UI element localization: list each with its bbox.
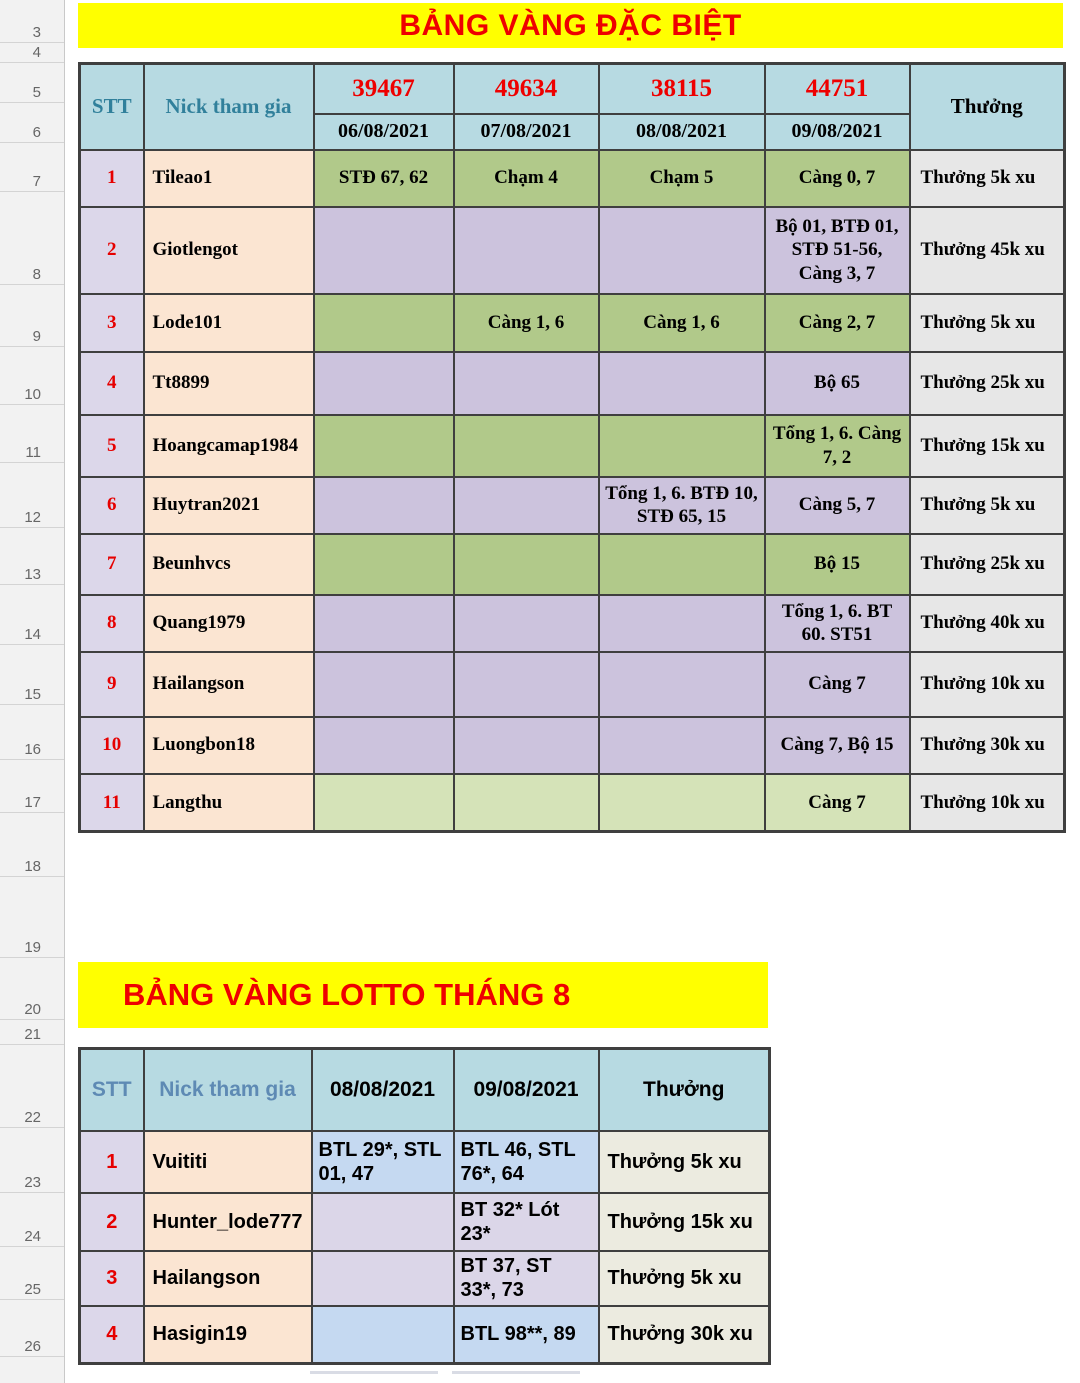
gutter-row-14[interactable]: 14 xyxy=(0,585,64,645)
stt-cell[interactable]: 2 xyxy=(80,1193,144,1251)
special-table-title xyxy=(78,3,1063,48)
entry-cell[interactable] xyxy=(599,352,765,415)
stt-cell[interactable]: 8 xyxy=(80,595,144,652)
entry-cell[interactable] xyxy=(454,774,599,832)
gutter-row-8[interactable]: 8 xyxy=(0,192,64,285)
entry-cell[interactable] xyxy=(599,652,765,717)
entry-cell[interactable]: Chạm 4 xyxy=(454,150,599,207)
entry-cell[interactable] xyxy=(312,1251,454,1306)
cell-remnant-line xyxy=(310,1371,438,1374)
entry-cell[interactable] xyxy=(314,352,454,415)
entry-cell[interactable] xyxy=(454,534,599,595)
gutter-row-15[interactable]: 15 xyxy=(0,645,64,705)
entry-cell[interactable]: Càng 7 xyxy=(765,652,910,717)
entry-cell[interactable]: Tổng 1, 6. Càng 7, 2 xyxy=(765,415,910,477)
reward-cell[interactable]: Thưởng 5k xu xyxy=(599,1131,770,1193)
entry-cell[interactable] xyxy=(599,595,765,652)
entry-cell[interactable]: Càng 1, 6 xyxy=(454,294,599,352)
entry-cell[interactable]: STĐ 67, 62 xyxy=(314,150,454,207)
nick-cell[interactable]: Hasigin19 xyxy=(144,1306,312,1364)
special-row-8 xyxy=(80,595,1065,652)
entry-cell[interactable] xyxy=(454,652,599,717)
nick-cell[interactable]: Vuititi xyxy=(144,1131,312,1193)
reward-cell[interactable]: Thưởng 45k xu xyxy=(910,207,1065,294)
header-date[interactable]: 06/08/2021 xyxy=(314,114,454,150)
gutter-row-19[interactable]: 19 xyxy=(0,877,64,958)
header-result-code[interactable]: 38115 xyxy=(599,64,765,114)
reward-cell[interactable]: Thưởng 5k xu xyxy=(910,150,1065,207)
stt-cell[interactable]: 3 xyxy=(80,294,144,352)
entry-cell[interactable] xyxy=(314,207,454,294)
reward-cell[interactable]: Thưởng 30k xu xyxy=(910,717,1065,774)
special-row-11 xyxy=(80,774,1065,832)
entry-cell[interactable]: BTL 29*, STL 01, 47 xyxy=(312,1131,454,1193)
entry-cell[interactable]: Càng 2, 7 xyxy=(765,294,910,352)
entry-cell[interactable] xyxy=(314,717,454,774)
entry-cell[interactable] xyxy=(314,652,454,717)
nick-cell[interactable]: Beunhvcs xyxy=(144,534,314,595)
entry-cell[interactable] xyxy=(599,415,765,477)
special-row-2 xyxy=(80,207,1065,294)
reward-cell[interactable]: Thưởng 10k xu xyxy=(910,774,1065,832)
entry-cell[interactable]: Càng 5, 7 xyxy=(765,477,910,534)
special-row-4 xyxy=(80,352,1065,415)
gutter-row-25[interactable]: 25 xyxy=(0,1247,64,1300)
nick-cell[interactable]: Langthu xyxy=(144,774,314,832)
special-row-1 xyxy=(80,150,1065,207)
reward-cell[interactable]: Thưởng 25k xu xyxy=(910,352,1065,415)
entry-cell[interactable] xyxy=(599,207,765,294)
entry-cell[interactable]: Bộ 65 xyxy=(765,352,910,415)
header-date[interactable]: 07/08/2021 xyxy=(454,114,599,150)
gutter-row-17[interactable]: 17 xyxy=(0,760,64,813)
gutter-row-10[interactable]: 10 xyxy=(0,347,64,405)
header-result-code[interactable]: 49634 xyxy=(454,64,599,114)
gutter-row-21[interactable]: 21 xyxy=(0,1020,64,1045)
special-table xyxy=(78,62,1066,833)
gutter-row-24[interactable]: 24 xyxy=(0,1193,64,1247)
stt-cell[interactable]: 4 xyxy=(80,352,144,415)
reward-cell[interactable]: Thưởng 40k xu xyxy=(910,595,1065,652)
row-header-gutter xyxy=(0,0,65,1383)
header-date[interactable]: 09/08/2021 xyxy=(454,1049,599,1131)
nick-cell[interactable]: Lode101 xyxy=(144,294,314,352)
entry-cell[interactable] xyxy=(312,1306,454,1364)
stt-cell[interactable]: 3 xyxy=(80,1251,144,1306)
header-date[interactable]: 08/08/2021 xyxy=(312,1049,454,1131)
reward-cell[interactable]: Thưởng 15k xu xyxy=(910,415,1065,477)
special-row-5 xyxy=(80,415,1065,477)
reward-cell[interactable]: Thưởng 5k xu xyxy=(910,477,1065,534)
nick-cell[interactable]: Hailangson xyxy=(144,652,314,717)
gutter-row-3[interactable]: 3 xyxy=(0,0,64,43)
lotto-row-1 xyxy=(80,1131,770,1193)
reward-cell[interactable]: Thưởng 15k xu xyxy=(599,1193,770,1251)
stt-cell[interactable]: 1 xyxy=(80,1131,144,1193)
lotto-row-2 xyxy=(80,1193,770,1251)
special-table-title-text: BẢNG VÀNG ĐẶC BIỆT xyxy=(399,8,742,42)
nick-cell[interactable]: Luongbon18 xyxy=(144,717,314,774)
entry-cell[interactable] xyxy=(312,1193,454,1251)
header-nick[interactable]: Nick tham gia xyxy=(144,1049,312,1131)
gutter-row-5[interactable]: 5 xyxy=(0,63,64,103)
reward-cell[interactable]: Thưởng 10k xu xyxy=(910,652,1065,717)
entry-cell[interactable] xyxy=(454,595,599,652)
entry-cell[interactable]: Càng 1, 6 xyxy=(599,294,765,352)
gutter-row-23[interactable]: 23 xyxy=(0,1128,64,1193)
reward-cell[interactable]: Thưởng 5k xu xyxy=(599,1251,770,1306)
entry-cell[interactable] xyxy=(454,207,599,294)
nick-cell[interactable]: Tileao1 xyxy=(144,150,314,207)
entry-cell[interactable]: BTL 46, STL 76*, 64 xyxy=(454,1131,599,1193)
gutter-row-11[interactable]: 11 xyxy=(0,405,64,463)
nick-cell[interactable]: Huytran2021 xyxy=(144,477,314,534)
entry-cell[interactable] xyxy=(314,477,454,534)
nick-cell[interactable]: Hunter_lode777 xyxy=(144,1193,312,1251)
header-reward[interactable]: Thưởng xyxy=(910,64,1065,150)
entry-cell[interactable]: Tổng 1, 6. BTĐ 10, STĐ 65, 15 xyxy=(599,477,765,534)
gutter-row-6[interactable]: 6 xyxy=(0,103,64,143)
stt-cell[interactable]: 9 xyxy=(80,652,144,717)
entry-cell[interactable]: Càng 7, Bộ 15 xyxy=(765,717,910,774)
stt-cell[interactable]: 1 xyxy=(80,150,144,207)
lotto-table-title xyxy=(78,962,768,1028)
gutter-row-9[interactable]: 9 xyxy=(0,285,64,347)
nick-cell[interactable]: Giotlengot xyxy=(144,207,314,294)
entry-cell[interactable] xyxy=(599,534,765,595)
reward-cell[interactable]: Thưởng 5k xu xyxy=(910,294,1065,352)
header-date[interactable]: 08/08/2021 xyxy=(599,114,765,150)
gutter-row-26[interactable]: 26 xyxy=(0,1300,64,1357)
stt-cell[interactable]: 11 xyxy=(80,774,144,832)
entry-cell[interactable]: Càng 7 xyxy=(765,774,910,832)
header-result-code[interactable]: 39467 xyxy=(314,64,454,114)
gutter-row-16[interactable]: 16 xyxy=(0,705,64,760)
gutter-row-18[interactable]: 18 xyxy=(0,813,64,877)
entry-cell[interactable] xyxy=(314,415,454,477)
entry-cell[interactable] xyxy=(599,717,765,774)
header-stt[interactable]: STT xyxy=(80,64,144,150)
entry-cell[interactable]: Càng 0, 7 xyxy=(765,150,910,207)
stt-cell[interactable]: 7 xyxy=(80,534,144,595)
entry-cell[interactable]: Bộ 01, BTĐ 01, STĐ 51-56, Càng 3, 7 xyxy=(765,207,910,294)
gutter-row-7[interactable]: 7 xyxy=(0,143,64,192)
header-nick[interactable]: Nick tham gia xyxy=(144,64,314,150)
special-row-9 xyxy=(80,652,1065,717)
cell-remnant-line xyxy=(452,1371,580,1374)
gutter-row-4[interactable]: 4 xyxy=(0,43,64,63)
reward-cell[interactable]: Thưởng 25k xu xyxy=(910,534,1065,595)
entry-cell[interactable]: Chạm 5 xyxy=(599,150,765,207)
lotto-row-3 xyxy=(80,1251,770,1306)
entry-cell[interactable]: BT 37, ST 33*, 73 xyxy=(454,1251,599,1306)
entry-cell[interactable]: BT 32* Lót 23* xyxy=(454,1193,599,1251)
entry-cell[interactable] xyxy=(599,774,765,832)
nick-cell[interactable]: Hoangcamap1984 xyxy=(144,415,314,477)
lotto-row-4 xyxy=(80,1306,770,1364)
gutter-row-12[interactable]: 12 xyxy=(0,463,64,528)
stt-cell[interactable]: 6 xyxy=(80,477,144,534)
nick-cell[interactable]: Tt8899 xyxy=(144,352,314,415)
entry-cell[interactable] xyxy=(454,717,599,774)
entry-cell[interactable] xyxy=(454,477,599,534)
stt-cell[interactable]: 5 xyxy=(80,415,144,477)
nick-cell[interactable]: Quang1979 xyxy=(144,595,314,652)
stt-cell[interactable]: 10 xyxy=(80,717,144,774)
special-row-7 xyxy=(80,534,1065,595)
stt-cell[interactable]: 2 xyxy=(80,207,144,294)
header-date[interactable]: 09/08/2021 xyxy=(765,114,910,150)
header-stt[interactable]: STT xyxy=(80,1049,144,1131)
lotto-table xyxy=(78,1047,771,1365)
nick-cell[interactable]: Hailangson xyxy=(144,1251,312,1306)
gutter-row-22[interactable]: 22 xyxy=(0,1045,64,1128)
stt-cell[interactable]: 4 xyxy=(80,1306,144,1364)
header-reward[interactable]: Thưởng xyxy=(599,1049,770,1131)
special-row-6 xyxy=(80,477,1065,534)
entry-cell[interactable] xyxy=(314,774,454,832)
gutter-row-20[interactable]: 20 xyxy=(0,958,64,1020)
entry-cell[interactable] xyxy=(314,595,454,652)
entry-cell[interactable] xyxy=(454,352,599,415)
entry-cell[interactable] xyxy=(314,534,454,595)
header-result-code[interactable]: 44751 xyxy=(765,64,910,114)
entry-cell[interactable]: BTL 98**, 89 xyxy=(454,1306,599,1364)
entry-cell[interactable]: Bộ 15 xyxy=(765,534,910,595)
special-row-10 xyxy=(80,717,1065,774)
entry-cell[interactable]: Tổng 1, 6. BT 60. ST51 xyxy=(765,595,910,652)
entry-cell[interactable] xyxy=(314,294,454,352)
lotto-table-title-text: BẢNG VÀNG LOTTO THÁNG 8 xyxy=(123,977,571,1012)
entry-cell[interactable] xyxy=(454,415,599,477)
special-row-3 xyxy=(80,294,1065,352)
gutter-row-13[interactable]: 13 xyxy=(0,528,64,585)
reward-cell[interactable]: Thưởng 30k xu xyxy=(599,1306,770,1364)
